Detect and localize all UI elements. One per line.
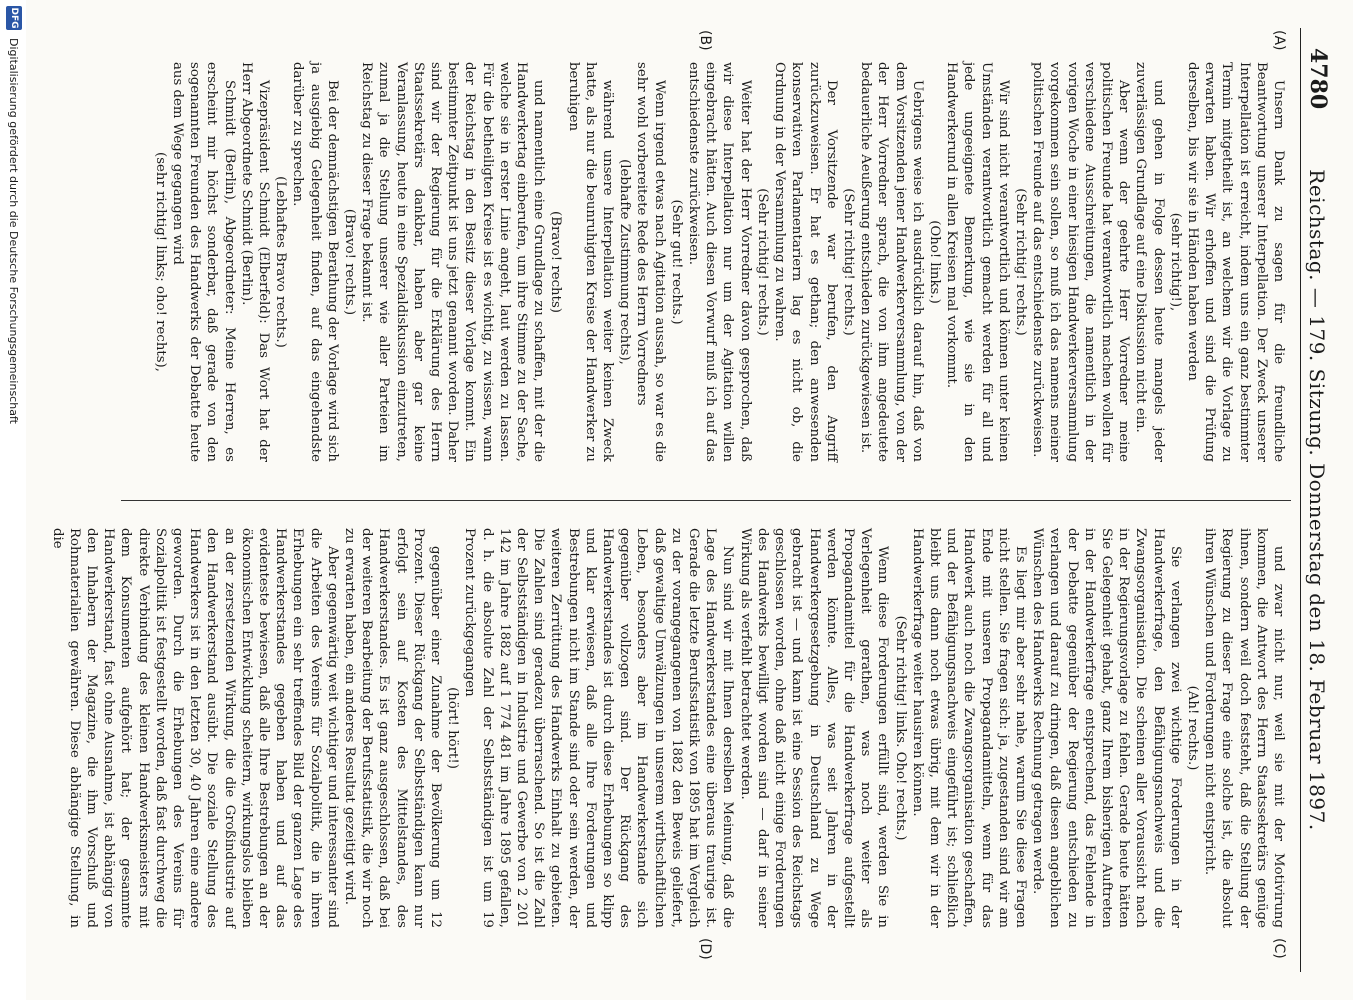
page-number: 4780: [1305, 48, 1331, 110]
paragraph: Aber gegenwärtig weit wichtiger und interessanter sind die Arbeiten des Vereins für Sozialpolitik, die in ihren Erhebungen ein sehr treffendes Bild der ganzen Lage des Handwerkerstandes gegeben haben und auf das evidenteste bewiesen, daß alle Ihre Bestrebungen an der ökonomischen Entwicklung scheitern, wirkungslos bleiben an der zersetzenden Wirkung, die die Großindustrie auf den Handwerkerstand ausübt. Die soziale Stellung des Handwerkers ist in den letzten 30, 40 Jahren eine andere geworden. Durch die Erhebungen des Vereins für Sozialpolitik ist festgestellt worden, daß fast durchweg die direkte Verbindung des kleinen Handwerksmeisters mit dem Konsumenten aufgehört hat; der gesammte Handwerkerstand, fast ohne Ausnahme, ist abhängig von den Inhabern der Magazine, die ihm Vorschuß und Rohmaterialien gewähren. Diese abhängige Stellung, in die: [49, 528, 340, 928]
paragraph: (Sehr richtig! links. Oho! rechts.): [892, 615, 908, 841]
paragraph: und namentlich eine Grundlage zu schaffen, mit der die Handwerkertag einberufen, um ihre Stimme zu der Sache, welche sie in erster Linie angeht, laut werden zu lassen. Für die betheiligten Kreise ist es wichtig, zu wissen, wann der Reichstag in den Besitz dieser Vorlage kommt. Ein bestimmter Zeitpunkt ist uns jetzt genannt worden. Daher sind wir der Regierung für die Erklärung des Herrn Staatssekretärs dankbar, haben aber gar keine Veranlassung, heute in eine Spezialdiskussion einzutreten, zumal ja die Stellung unserer wie aller Parteien im Reichstag zu dieser Frage bekannt ist.: [359, 62, 547, 462]
paragraph: Weiter hat der Herr Vorredner davon gesprochen, daß wir diese Interpellation nur um der Agitation willen eingebracht hätten. Auch diesen Vorwurf muß ich auf das entschiedenste zurückweisen.: [686, 62, 753, 462]
paragraph: (Ah! rechts.): [1184, 685, 1200, 771]
dfg-logo: DFG: [6, 6, 22, 30]
paragraph: Sie verlangen zwei wichtige Forderungen in der Handwerkerfrage, den Befähigungsnachweis und die Zwangsorganisation. Die scheinen aller Voraussicht nach in der Regierungsvorlage zu fehlen. Gerade heute hätten Sie Gelegenheit gehabt, ganz Ihrem bisherigen Auftreten in der Handwerkerfrage entsprechend, das Fehlende in der Debatte gegenüber der Regierung entschieden zu verlangen und darauf zu dringen, daß diesen angeblichen Wünschen des Handwerks Rechnung getragen werde.: [1030, 528, 1183, 928]
paragraph: (Sehr gut! rechts.): [668, 199, 684, 325]
paragraph: Wir sind nicht verantwortlich und können unter keinen Umständen verantwortlich gemacht werden für all und jede ungeeignete Bemerkung, wie sie in den Handwerkerund in allen Kreisen mal vorkommt.: [944, 62, 1011, 462]
paragraph: (Sehr richtig! rechts.): [754, 188, 770, 336]
paragraph: Nun sind wir mit Ihnen derselben Meinung, daß die Lage des Handwerkerstandes eine überaus traurige ist. Gerade die letzte Berufsstatistik von 1895 hat im Vergleich zu der vorangegangenen von 1882 den Beweis geliefert, daß gewaltige Umwälzungen in unserem wirthschaftlichen Leben, besonders aber im Handwerkerstande sich gegenüber vollzogen sind. Der Rückgang des Handwerkerstandes ist durch diese Erhebungen so klipp und klar erwiesen, daß alle Ihre Forderungen und Bestrebungen nicht im Stande sind oder sein werden, der weiteren Zerrüttung des Handwerks Einhalt zu gebieten. Die Zahlen sind geradezu überraschend. So ist die Zahl der Selbstständigen in Industrie und Gewerbe von 2 201 142 im Jahre 1882 auf 1 774 481 im Jahre 1895 gefallen, d. h. die absolute Zahl der Selbstständigen ist um 19 Prozent zurückgegangen: [462, 528, 736, 928]
paragraph: (Oho! links.): [926, 220, 942, 304]
paragraph: (Sehr richtig! rechts.): [840, 188, 856, 336]
digitization-footer: [0, 0, 26, 1000]
running-title: Reichstag. — 179. Sitzung. Donnerstag den 18. Februar 1897.: [1305, 169, 1329, 831]
paragraph: Wenn diese Forderungen erfüllt sind, werden Sie in Verlegenheit gerathen, was noch weiter als Propagandamittel für die Handwerkerfrage aufgestellt werden könnte. Alles, was seit Jahren in der Handwerkergesetzgebung in Deutschland zu Wege gebracht ist — und kann ist eine Session des Reichstags geschlossen worden, ohne daß nicht einige Forderungen des Handwerks bewilligt worden sind — darf in seiner Wirkung als verfehlt betrachtet werden.: [737, 528, 891, 928]
margin-mark-b: (B): [697, 30, 713, 51]
paragraph: (Lebhaftes Bravo rechts.): [273, 176, 289, 348]
paragraph: (Bravo! rechts): [548, 211, 564, 313]
paragraph: Unsern Dank zu sagen für die freundliche Beantwortung unserer Interpellation. Der Zweck unserer Interpellation ist erreicht, indem uns ein ganz bestimmter Termin mitgetheilt ist, an welchem wir die Vorlage zu erwarten haben. Wir erhoffen und sind die Prüfung derselben, bis wir sie in Händen haben werden: [1184, 62, 1286, 462]
paragraph: gegenüber einer Zunahme der Bevölkerung um 12 Prozent. Dieser Rückgang der Selbstständigen kann nur erfolgt sein auf Kosten des Mittelstandes, des Handwerkerstandes. Es ist ganz ausgeschlossen, daß bei der weiteren Bearbeitung der Berufsstatistik, die wir noch zu erwarten haben, ein anderes Resultat gezeitigt wird.: [342, 528, 444, 928]
margin-mark-d: (D): [697, 938, 713, 960]
paragraph: (Sehr richtig! rechts.): [1012, 188, 1028, 336]
paragraph: (hört! hört!): [445, 687, 461, 769]
margin-mark-a: (A): [1271, 30, 1287, 51]
paragraph: Vizepräsident Schmidt (Elberfeld): Das Wort hat der Herr Abgeordnete Schmidt (Berlin).: [238, 62, 272, 462]
paragraph: Bei der demnächstigen Berathung der Vorlage wird sich ja ausgiebig Gelegenheit finden, auf das eingehendste darüber zu sprechen.: [290, 62, 340, 462]
paragraph: während unsere Interpellation weiter keinen Zweck hatte, als nur die beunruhigten Kreise der Handwerker zu beruhigen: [565, 62, 616, 462]
paragraph: und zwar nicht nur, weil sie mit der Motivirung kommen, die Antwort des Herrn Staatssekretärs genüge ihnen, sondern weil doch feststeht, daß die Stellung der Regierung zu dieser Frage eine solche ist, die absolut ihren Wünschen und Forderungen nicht entspricht.: [1202, 528, 1286, 928]
paragraph: (lebhafte Zustimmung rechts),: [617, 159, 633, 365]
paragraph: und gehen in Folge dessen heute mangels jeder zuverlässigen Grundlage auf eine Diskussion nicht ein.: [1133, 62, 1166, 462]
margin-mark-c: (C): [1271, 938, 1287, 959]
paragraph: Aber wenn der geehrte Herr Vorredner meine politischen Freunde hat verantwortlich machen wollen für verschiedene Ausschreitungen, die namentlich in der vorigen Woche in einer hiesigen Handwerkerversammlung vorgekommen sein sollen, so muß ich das namens meiner politischen Freunde auf das entschiedenste zurückweisen.: [1030, 62, 1132, 462]
paragraph: Der Vorsitzende war berufen, den Angriff zurückzuweisen. Er hat es gethan; den anwesenden konservativen Parlamentariern lag es nicht ob, die Ordnung in der Versammlung zu wahren.: [772, 62, 839, 462]
paragraph: Uebrigens weise ich ausdrücklich darauf hin, daß von dem Vorsitzenden jener Handwerkerversammlung, von der der Herr Vorredner sprach, die von ihm angedeutete bedauerliche Aeußerung entschieden zurückgewiesen ist.: [858, 62, 925, 462]
left-column: [152, 62, 1287, 462]
right-column: [48, 528, 1287, 928]
paragraph: (sehr richtig!),: [1167, 212, 1183, 312]
paragraph: Es liegt mir aber sehr nahe, warum Sie diese Fragen nicht stellen. Sie fragen sich: ja, zugestanden sind wir am Ende mit unseren Propagandamitteln, wenn für das Handwerk auch noch die Zwangsorganisation geschaffen, und der Befähigungsnachweis eingeführt ist; schließlich bleibt uns dann noch etwas übrig, mit dem wir in der Handwerkerfrage weiter hausiren können.: [909, 528, 1028, 928]
paragraph: Schmidt (Berlin), Abgeordneter: Meine Herren, es erscheint mir höchst sonderbar, daß gerade von den sogenannten Freunden des Handwerks der Debatte heute aus dem Wege gegangen wird: [170, 62, 237, 462]
paragraph: (Bravo! rechts.): [342, 208, 358, 316]
footer-text: Digitalisierung gefördert durch die Deutsche Forschungsgemeinschaft: [7, 38, 20, 424]
page-header: [1300, 28, 1335, 972]
paragraph: Wenn irgend etwas nach Agitation aussah, so war es die sehr wohl vorbereitete Rede des Herrn Vorredners: [634, 62, 667, 462]
column-divider: [121, 500, 1291, 501]
paragraph: (sehr richtig! links; oho! rechts),: [152, 152, 168, 372]
